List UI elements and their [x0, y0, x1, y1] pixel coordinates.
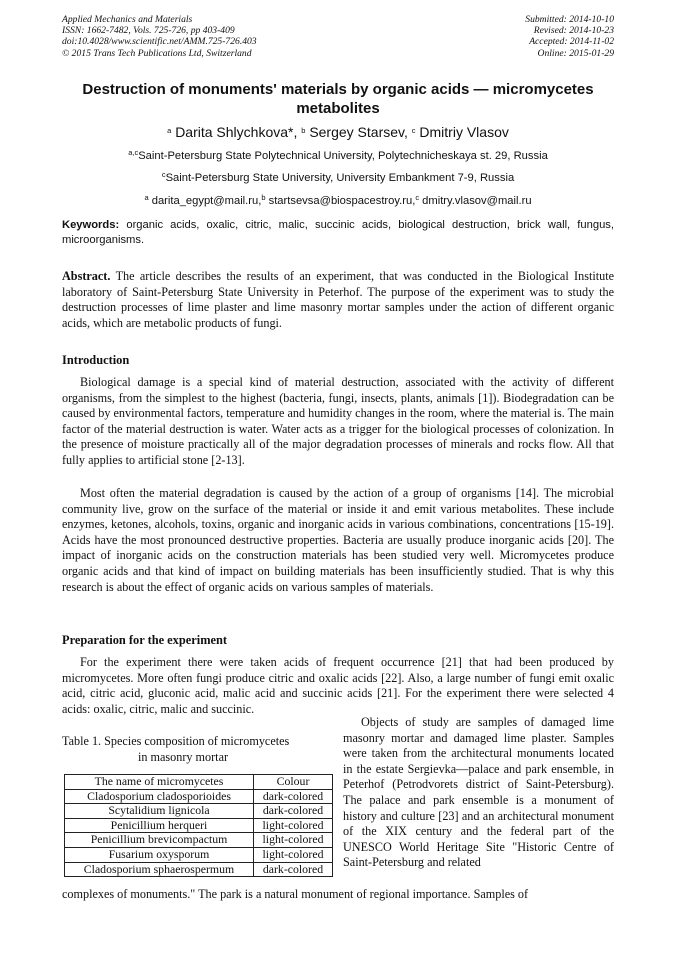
intro-paragraph-1: Biological damage is a special kind of material destruction, associated with the activity of different organisms, from the simplest to the highest (bacteria, fungi, insects, plants, animals [1]). Biodegradation can be caused by environmental factors, temperature and humidity changes in the room, where the material is. The main factor of the material destruction is water. Water acts as a trigger for the biological processes of colonization. In the presence of moisture practically all of the major degradation processes of minerals and rocks flow. All that fully applies to artificial stone [2-13]. — [62, 375, 614, 467]
table-caption — [62, 734, 330, 765]
table-row — [65, 833, 333, 848]
journal-info — [62, 14, 257, 59]
table-header-cell: The name of micromycetes — [65, 775, 254, 790]
abstract-text: The article describes the results of an experiment, that was conducted in the Biological Institute laboratory of Saint-Petersburg State University in Peterhof. The purpose of the experiment was to study the destruction processes of lime plaster and lime masonry mortar samples under the action of different organic acids, which are metabolic products of fungi. — [62, 269, 615, 330]
table-cell: dark-colored — [254, 789, 333, 804]
table-header-cell: Colour — [254, 775, 333, 790]
table-caption-line1: Table 1. Species composition of micromycetes — [62, 734, 290, 748]
section-heading-introduction: Introduction — [62, 353, 130, 367]
revised-date: Revised: 2014-10-23 — [533, 25, 614, 37]
journal-name: Applied Mechanics and Materials — [62, 14, 193, 25]
table-cell: dark-colored — [254, 862, 333, 877]
author-sup: b — [301, 126, 306, 135]
email-sup: a — [144, 193, 149, 202]
table-cell: Cladosporium cladosporioides — [65, 789, 254, 804]
email-sup: c — [415, 193, 420, 202]
copyright: © 2015 Trans Tech Publications Ltd, Switzerland — [62, 47, 252, 59]
table-row — [65, 862, 333, 877]
table-cell: Cladosporium sphaerospermum — [65, 862, 254, 877]
email[interactable]: dmitry.vlasov@mail.ru — [422, 195, 532, 207]
table-caption-line2: in masonry mortar — [138, 749, 229, 764]
table-cell: light-colored — [254, 833, 333, 848]
email[interactable]: darita_egypt@mail.ru, — [151, 195, 262, 207]
author-name: Darita Shlychkova*, — [175, 124, 298, 140]
table-row — [65, 804, 333, 819]
affiliation-text: Saint-Petersburg State University, University Embankment 7-9, Russia — [165, 172, 515, 184]
authors-line — [62, 123, 614, 141]
preparation-paragraph: For the experiment there were taken acids of frequent occurrence [21] that had been produced by micromycetes. More often fungi produce citric and oxalic acids [22]. Also, a large number of fungi emit oxalic acid, citric acid, gluconic acid, malic acid and succinic acids [21]. For the experiment there were selected 4 acids: oxalic, citric, malic and succinic. — [62, 655, 614, 716]
author-sup: c — [411, 126, 416, 135]
issn: ISSN: 1662-7482, Vols. 725-726, pp 403-409 — [62, 25, 235, 37]
table-row — [65, 818, 333, 833]
table-row — [65, 789, 333, 804]
table-cell: Scytalidium lignicola — [65, 804, 254, 819]
section-heading-preparation: Preparation for the experiment — [62, 633, 228, 647]
author-name: Sergey Starsev, — [309, 124, 408, 140]
species-table — [64, 774, 333, 877]
continuation-line: complexes of monuments." The park is a natural monument of regional importance. Samples of — [62, 887, 529, 901]
objects-of-study-paragraph: Objects of study are samples of damaged lime masonry mortar and damaged lime plaster. Samples were taken from the architectural monuments located in the estate Sergievka—palace and park ensemble, in Peterhof (Petrodvorets district of Saint-Petersburg). The palace and park ensemble is a monument of history and culture [23] and an architectural monument of the XIX century and the federal part of the UNESCO World Heritage Site "Historic Centre of Saint-Petersburg and related — [343, 715, 614, 870]
email-sup: b — [261, 193, 266, 202]
intro-paragraph-2: Most often the material degradation is caused by the action of a group of organisms [14]. The microbial community live, grow on the surface of the material or inside it and emit various metabolites. These include enzymes, ketones, alcohols, toxins, organic and inorganic acids in various combinations, concentrations [15-19]. Acids have the most pronounced destructive properties. Bacteria are usually produce inorganic acids [20]. The impact of inorganic acids on the construction materials has been studied very well. Micromycetes produce organic acids and that kind of impact on building materials has been insufficiently studied. That is why this research is about the effect of organic acids on various samples of materials. — [62, 486, 614, 594]
accepted-date: Accepted: 2014-11-02 — [529, 36, 614, 48]
dates-info — [525, 14, 614, 59]
author-sup: a — [167, 126, 172, 135]
abstract-label: Abstract. — [62, 269, 111, 283]
email[interactable]: startsevsa@biospacestroy.ru, — [268, 195, 416, 207]
affiliation-sup: a,c — [128, 148, 139, 157]
affiliation-1 — [62, 149, 614, 163]
table-cell: light-colored — [254, 818, 333, 833]
online-date: Online: 2015-01-29 — [537, 47, 614, 59]
emails-line — [62, 194, 614, 208]
keywords-text: organic acids, oxalic, citric, malic, succinic acids, biological destruction, brick wall, fungus, microorganisms. — [62, 219, 614, 246]
doi: doi:10.4028/www.scientific.net/AMM.725-726.403 — [62, 36, 257, 48]
abstract — [62, 269, 614, 331]
table-cell: dark-colored — [254, 804, 333, 819]
table-cell: Fusarium oxysporum — [65, 847, 254, 862]
affiliation-2 — [62, 171, 614, 185]
keywords — [62, 218, 614, 248]
submitted-date: Submitted: 2014-10-10 — [525, 14, 614, 25]
keywords-label: Keywords: — [62, 219, 120, 231]
affiliation-sup: c — [161, 170, 166, 179]
author-name: Dmitriy Vlasov — [419, 124, 509, 140]
table-row — [65, 847, 333, 862]
table-header-row — [65, 775, 333, 790]
table-cell: Penicillium herqueri — [65, 818, 254, 833]
affiliation-text: Saint-Petersburg State Polytechnical University, Polytechnicheskaya st. 29, Russia — [138, 150, 548, 162]
paper-title: Destruction of monuments' materials by organic acids — micromycetes metabolites — [82, 81, 594, 117]
table-cell: Penicillium brevicompactum — [65, 833, 254, 848]
table-cell: light-colored — [254, 847, 333, 862]
